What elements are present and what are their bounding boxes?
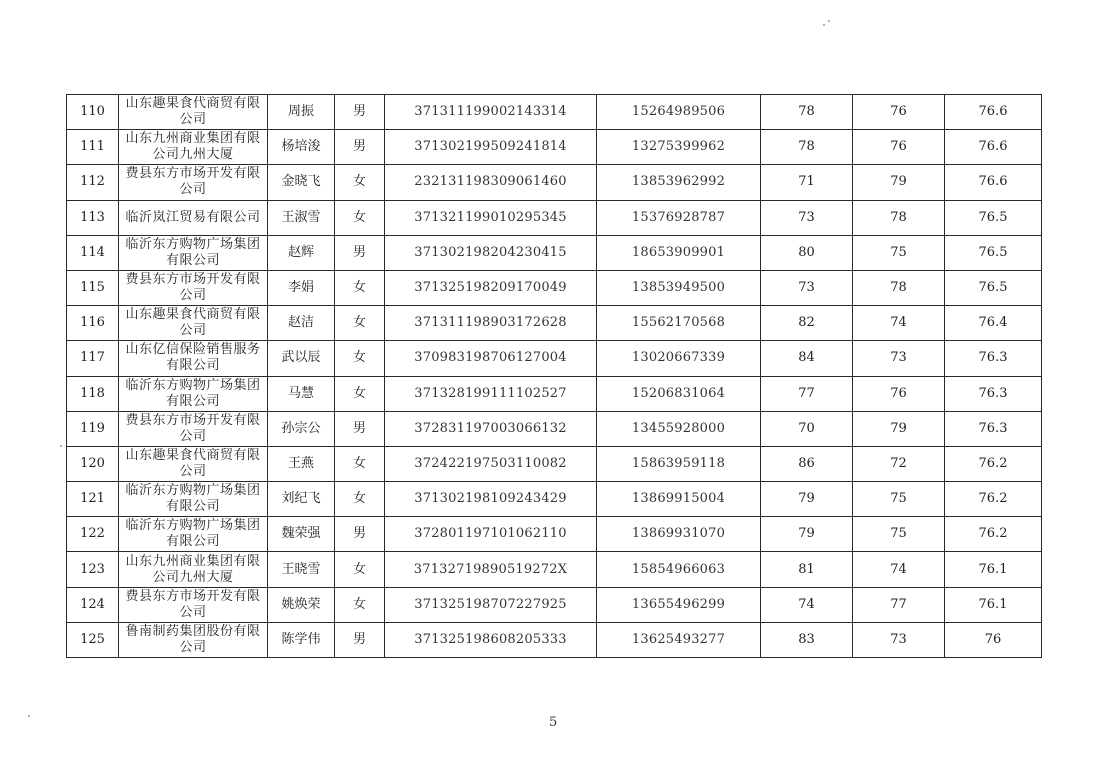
person-name-cell: 武以辰 (268, 341, 335, 376)
company-name-cell: 临沂东方购物广场集团有限公司 (119, 376, 268, 411)
total-score-cell: 76.1 (945, 587, 1042, 622)
company-name-cell: 费县东方市场开发有限公司 (119, 587, 268, 622)
score-1-cell: 82 (761, 306, 853, 341)
table-row (67, 270, 1042, 305)
total-score-cell: 76.2 (945, 482, 1042, 517)
score-1-cell: 81 (761, 552, 853, 587)
id-number-cell: 371302199509241814 (385, 130, 597, 165)
company-name-cell: 山东趣果食代商贸有限公司 (119, 95, 268, 130)
gender-cell: 男 (335, 130, 385, 165)
gender-cell: 男 (335, 411, 385, 446)
row-number-cell: 115 (67, 270, 119, 305)
gender-cell: 女 (335, 552, 385, 587)
phone-number-cell: 13869931070 (597, 517, 761, 552)
row-number-cell: 120 (67, 446, 119, 481)
person-name-cell: 陈学伟 (268, 622, 335, 657)
table-row (67, 165, 1042, 200)
id-number-cell: 370983198706127004 (385, 341, 597, 376)
score-1-cell: 74 (761, 587, 853, 622)
table-row (67, 517, 1042, 552)
id-number-cell: 371325198707227925 (385, 587, 597, 622)
score-2-cell: 74 (853, 552, 945, 587)
score-2-cell: 73 (853, 341, 945, 376)
gender-cell: 男 (335, 517, 385, 552)
id-number-cell: 371321199010295345 (385, 200, 597, 235)
phone-number-cell: 13869915004 (597, 482, 761, 517)
person-name-cell: 刘纪飞 (268, 482, 335, 517)
total-score-cell: 76.3 (945, 376, 1042, 411)
phone-number-cell: 13625493277 (597, 622, 761, 657)
row-number-cell: 121 (67, 482, 119, 517)
score-2-cell: 78 (853, 270, 945, 305)
row-number-cell: 112 (67, 165, 119, 200)
table-row (67, 341, 1042, 376)
score-1-cell: 79 (761, 517, 853, 552)
score-2-cell: 75 (853, 517, 945, 552)
id-number-cell: 232131198309061460 (385, 165, 597, 200)
company-name-cell: 临沂东方购物广场集团有限公司 (119, 517, 268, 552)
total-score-cell: 76.1 (945, 552, 1042, 587)
total-score-cell: 76.6 (945, 130, 1042, 165)
total-score-cell: 76.2 (945, 517, 1042, 552)
phone-number-cell: 15863959118 (597, 446, 761, 481)
row-number-cell: 123 (67, 552, 119, 587)
company-name-cell: 临沂东方购物广场集团有限公司 (119, 482, 268, 517)
score-2-cell: 73 (853, 622, 945, 657)
scan-speck (823, 24, 825, 26)
company-name-cell: 鲁南制药集团股份有限公司 (119, 622, 268, 657)
table-body (67, 95, 1042, 658)
row-number-cell: 111 (67, 130, 119, 165)
id-number-cell: 371302198109243429 (385, 482, 597, 517)
phone-number-cell: 15562170568 (597, 306, 761, 341)
row-number-cell: 116 (67, 306, 119, 341)
total-score-cell: 76.3 (945, 411, 1042, 446)
score-1-cell: 73 (761, 200, 853, 235)
gender-cell: 女 (335, 270, 385, 305)
table-row (67, 446, 1042, 481)
person-name-cell: 周振 (268, 95, 335, 130)
table-row (67, 306, 1042, 341)
id-number-cell: 371311199002143314 (385, 95, 597, 130)
gender-cell: 男 (335, 235, 385, 270)
id-number-cell: 372422197503110082 (385, 446, 597, 481)
score-2-cell: 79 (853, 165, 945, 200)
score-2-cell: 79 (853, 411, 945, 446)
phone-number-cell: 13020667339 (597, 341, 761, 376)
company-name-cell: 山东九州商业集团有限公司九州大厦 (119, 552, 268, 587)
company-name-cell: 临沂岚江贸易有限公司 (119, 200, 268, 235)
row-number-cell: 119 (67, 411, 119, 446)
company-name-cell: 山东趣果食代商贸有限公司 (119, 446, 268, 481)
id-number-cell: 371325198608205333 (385, 622, 597, 657)
score-1-cell: 71 (761, 165, 853, 200)
phone-number-cell: 13275399962 (597, 130, 761, 165)
table-row (67, 552, 1042, 587)
scan-speck (60, 445, 62, 447)
row-number-cell: 114 (67, 235, 119, 270)
score-2-cell: 77 (853, 587, 945, 622)
page-number: 5 (549, 715, 558, 730)
score-2-cell: 74 (853, 306, 945, 341)
company-name-cell: 费县东方市场开发有限公司 (119, 165, 268, 200)
person-name-cell: 金晓飞 (268, 165, 335, 200)
score-2-cell: 75 (853, 482, 945, 517)
company-name-cell: 费县东方市场开发有限公司 (119, 270, 268, 305)
gender-cell: 男 (335, 95, 385, 130)
total-score-cell: 76.5 (945, 270, 1042, 305)
score-2-cell: 76 (853, 95, 945, 130)
table-row (67, 235, 1042, 270)
table-row (67, 411, 1042, 446)
row-number-cell: 117 (67, 341, 119, 376)
gender-cell: 女 (335, 376, 385, 411)
person-name-cell: 赵洁 (268, 306, 335, 341)
score-1-cell: 79 (761, 482, 853, 517)
phone-number-cell: 15854966063 (597, 552, 761, 587)
id-number-cell: 371325198209170049 (385, 270, 597, 305)
table-row (67, 482, 1042, 517)
id-number-cell: 372801197101062110 (385, 517, 597, 552)
candidate-table (66, 94, 1042, 658)
total-score-cell: 76.5 (945, 200, 1042, 235)
score-2-cell: 78 (853, 200, 945, 235)
person-name-cell: 王燕 (268, 446, 335, 481)
score-1-cell: 78 (761, 130, 853, 165)
person-name-cell: 李娟 (268, 270, 335, 305)
score-1-cell: 70 (761, 411, 853, 446)
id-number-cell: 372831197003066132 (385, 411, 597, 446)
company-name-cell: 山东亿信保险销售服务有限公司 (119, 341, 268, 376)
phone-number-cell: 13853949500 (597, 270, 761, 305)
score-1-cell: 77 (761, 376, 853, 411)
gender-cell: 女 (335, 200, 385, 235)
score-1-cell: 78 (761, 95, 853, 130)
company-name-cell: 山东九州商业集团有限公司九州大厦 (119, 130, 268, 165)
row-number-cell: 125 (67, 622, 119, 657)
row-number-cell: 118 (67, 376, 119, 411)
score-2-cell: 76 (853, 376, 945, 411)
score-1-cell: 80 (761, 235, 853, 270)
total-score-cell: 76.2 (945, 446, 1042, 481)
table-row (67, 95, 1042, 130)
score-1-cell: 84 (761, 341, 853, 376)
score-2-cell: 72 (853, 446, 945, 481)
person-name-cell: 杨培浚 (268, 130, 335, 165)
id-number-cell: 371328199111102527 (385, 376, 597, 411)
person-name-cell: 姚焕荣 (268, 587, 335, 622)
phone-number-cell: 15206831064 (597, 376, 761, 411)
id-number-cell: 371311198903172628 (385, 306, 597, 341)
gender-cell: 女 (335, 482, 385, 517)
person-name-cell: 马慧 (268, 376, 335, 411)
person-name-cell: 魏荣强 (268, 517, 335, 552)
score-2-cell: 75 (853, 235, 945, 270)
phone-number-cell: 15376928787 (597, 200, 761, 235)
table-row (67, 587, 1042, 622)
person-name-cell: 王晓雪 (268, 552, 335, 587)
id-number-cell: 37132719890519272X (385, 552, 597, 587)
gender-cell: 男 (335, 622, 385, 657)
scan-speck (828, 20, 830, 22)
person-name-cell: 王淑雪 (268, 200, 335, 235)
gender-cell: 女 (335, 165, 385, 200)
total-score-cell: 76.6 (945, 95, 1042, 130)
total-score-cell: 76.3 (945, 341, 1042, 376)
total-score-cell: 76.4 (945, 306, 1042, 341)
person-name-cell: 赵辉 (268, 235, 335, 270)
table-row (67, 200, 1042, 235)
table-row (67, 376, 1042, 411)
table-row (67, 130, 1042, 165)
score-1-cell: 73 (761, 270, 853, 305)
total-score-cell: 76.5 (945, 235, 1042, 270)
row-number-cell: 124 (67, 587, 119, 622)
person-name-cell: 孙宗公 (268, 411, 335, 446)
phone-number-cell: 15264989506 (597, 95, 761, 130)
score-1-cell: 83 (761, 622, 853, 657)
total-score-cell: 76 (945, 622, 1042, 657)
phone-number-cell: 18653909901 (597, 235, 761, 270)
gender-cell: 女 (335, 446, 385, 481)
phone-number-cell: 13655496299 (597, 587, 761, 622)
gender-cell: 女 (335, 341, 385, 376)
gender-cell: 女 (335, 587, 385, 622)
phone-number-cell: 13853962992 (597, 165, 761, 200)
gender-cell: 女 (335, 306, 385, 341)
table-row (67, 622, 1042, 657)
row-number-cell: 122 (67, 517, 119, 552)
company-name-cell: 山东趣果食代商贸有限公司 (119, 306, 268, 341)
row-number-cell: 113 (67, 200, 119, 235)
id-number-cell: 371302198204230415 (385, 235, 597, 270)
company-name-cell: 费县东方市场开发有限公司 (119, 411, 268, 446)
score-1-cell: 86 (761, 446, 853, 481)
total-score-cell: 76.6 (945, 165, 1042, 200)
row-number-cell: 110 (67, 95, 119, 130)
scan-speck (28, 715, 30, 717)
company-name-cell: 临沂东方购物广场集团有限公司 (119, 235, 268, 270)
phone-number-cell: 13455928000 (597, 411, 761, 446)
score-2-cell: 76 (853, 130, 945, 165)
